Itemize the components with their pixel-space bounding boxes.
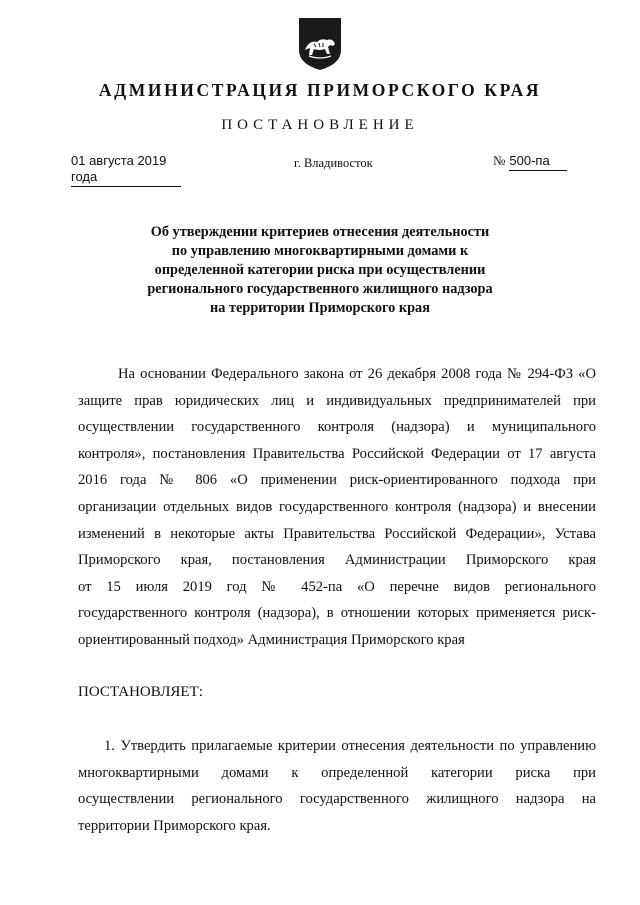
subject-line: по управлению многоквартирными домами к — [171, 243, 469, 259]
coat-of-arms-tiger-icon — [297, 16, 343, 72]
item-line: 1. Утвердить прилагаемые критерии отнесения деятельности по управлению — [104, 738, 596, 754]
body-line: Приморского края, постановления Администрации Приморского края — [78, 552, 596, 569]
body-line: 2016 года № 806 «О применении риск-ориентированного подхода при — [78, 472, 596, 489]
item-line: многоквартирными домами к определенной категории риска при — [78, 764, 596, 781]
body-line: контроля», постановления Правительства Российской Федерации от 17 августа — [78, 445, 596, 462]
document-number: 500-па — [509, 153, 567, 171]
number-sign: № — [493, 153, 506, 168]
body-line: защите прав юридических лиц и индивидуальных предпринимателей при — [78, 392, 596, 409]
item-line: осуществлении регионального государственного жилищного надзора на — [78, 791, 596, 808]
body-line: осуществлении государственного контроля (надзора) и муниципального — [78, 419, 596, 436]
preamble-paragraph — [78, 361, 596, 654]
body-line: государственного контроля (надзора), в отношении которых применяется риск- — [78, 605, 596, 622]
subject-line: на территории Приморского края — [210, 300, 430, 316]
subject-line: Об утверждении критериев отнесения деятельности — [150, 224, 490, 240]
item-line: территории Приморского края. — [78, 817, 271, 834]
body-line: изменений в некоторые акты Правительства Российской Федерации», Устава — [78, 525, 596, 542]
document-date: 01 августа 2019 года — [71, 153, 181, 187]
organization-title: АДМИНИСТРАЦИЯ ПРИМОРСКОГО КРАЯ — [98, 80, 542, 100]
body-line: организации отдельных видов государственного контроля (надзора) и внесении — [78, 498, 596, 515]
document-city: г. Владивосток — [294, 156, 373, 170]
document-subject — [90, 223, 550, 318]
body-line: от 15 июля 2019 год № 452-па «О перечне видов регионального — [78, 578, 596, 595]
decree-item-1 — [78, 733, 596, 839]
decree-heading: ПОСТАНОВЛЯЕТ: — [78, 684, 203, 700]
body-line: ориентированный подход» Администрация Приморского края — [78, 631, 465, 648]
subject-line: регионального государственного жилищного надзора — [147, 281, 493, 297]
document-number-field — [493, 153, 567, 171]
subject-line: определенной категории риска при осуществлении — [154, 262, 486, 278]
document-type: ПОСТАНОВЛЕНИЕ — [221, 117, 419, 133]
body-line: На основании Федерального закона от 26 декабря 2008 года № 294-ФЗ «О — [118, 366, 596, 382]
